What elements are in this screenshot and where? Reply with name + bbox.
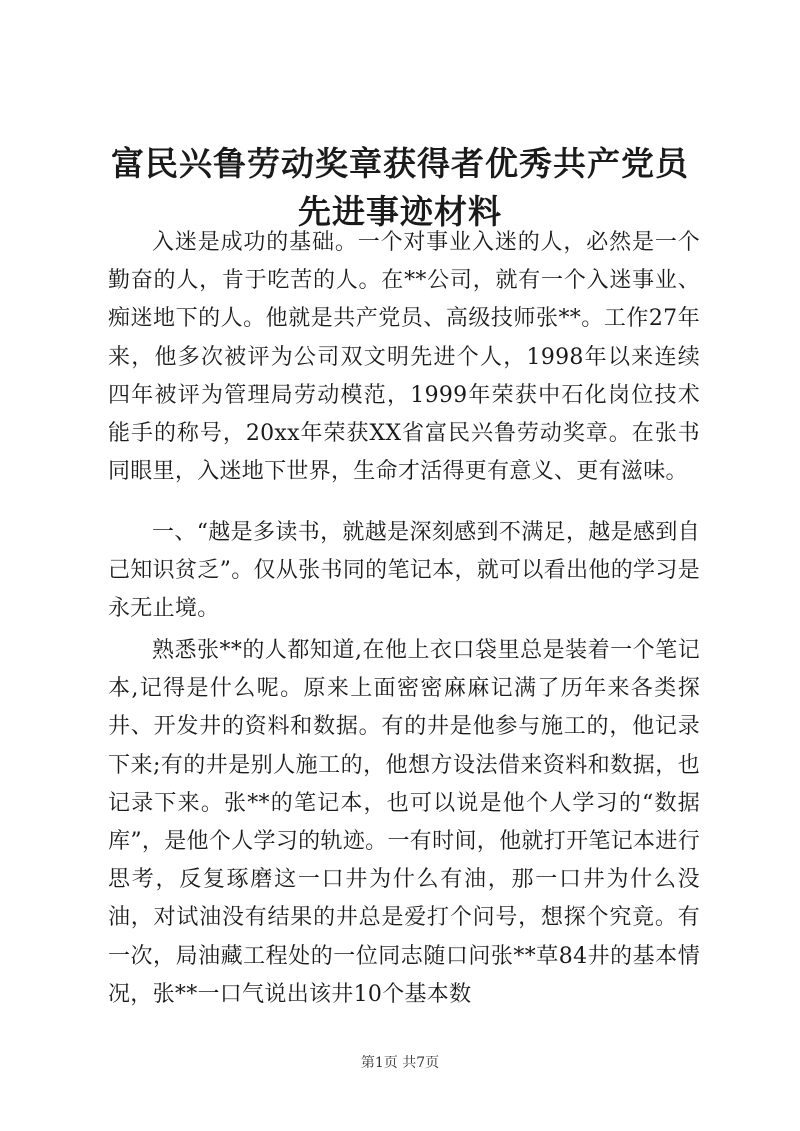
paragraph-section-one: 一、“越是多读书，就越是深刻感到不满足，越是感到自己知识贫乏”。仅从张书同的笔记本，就可以看出他的学习是永无止境。	[108, 520, 700, 622]
paragraph-notebook: 熟悉张**的人都知道,在他上衣口袋里总是装着一个笔记本,记得是什么呢。原来上面密密麻麻记满了历年来各类探井、开发井的资料和数据。有的井是他参与施工的，他记录下来;有的井是别人施工的，他想方设法借来资料和数据，也记录下来。张**的笔记本，也可以说是他个人学习的“数据库”，是他个人学习的轨迹。一有时间，他就打开笔记本进行思考，反复琢磨这一口井为什么有油，那一口井为什么没油，对试油没有结果的井总是爱打个问号，想探个究竟。有一次，局油藏工程处的一位同志随口问张**草84井的基本情况，张**一口气说出该井10个基本数	[108, 638, 700, 1007]
document-title: 富民兴鲁劳动奖章获得者优秀共产党员先进事迹材料	[111, 144, 689, 231]
paragraph-intro: 入迷是成功的基础。一个对事业入迷的人，必然是一个勤奋的人，肯于吃苦的人。在**公司，就有一个入迷事业、痴迷地下的人。他就是共产党员、高级技师张**。工作27年来，他多次被评为公司双文明先进个人，1998年以来连续四年被评为管理局劳动模范，1999年荣获中石化岗位技术能手的称号，20xx年荣获XX省富民兴鲁劳动奖章。在张书同眼里，入迷地下世界，生命才活得更有意义、更有滋味。	[108, 230, 700, 485]
page-number-footer: 第1页 共7页	[360, 1055, 440, 1071]
